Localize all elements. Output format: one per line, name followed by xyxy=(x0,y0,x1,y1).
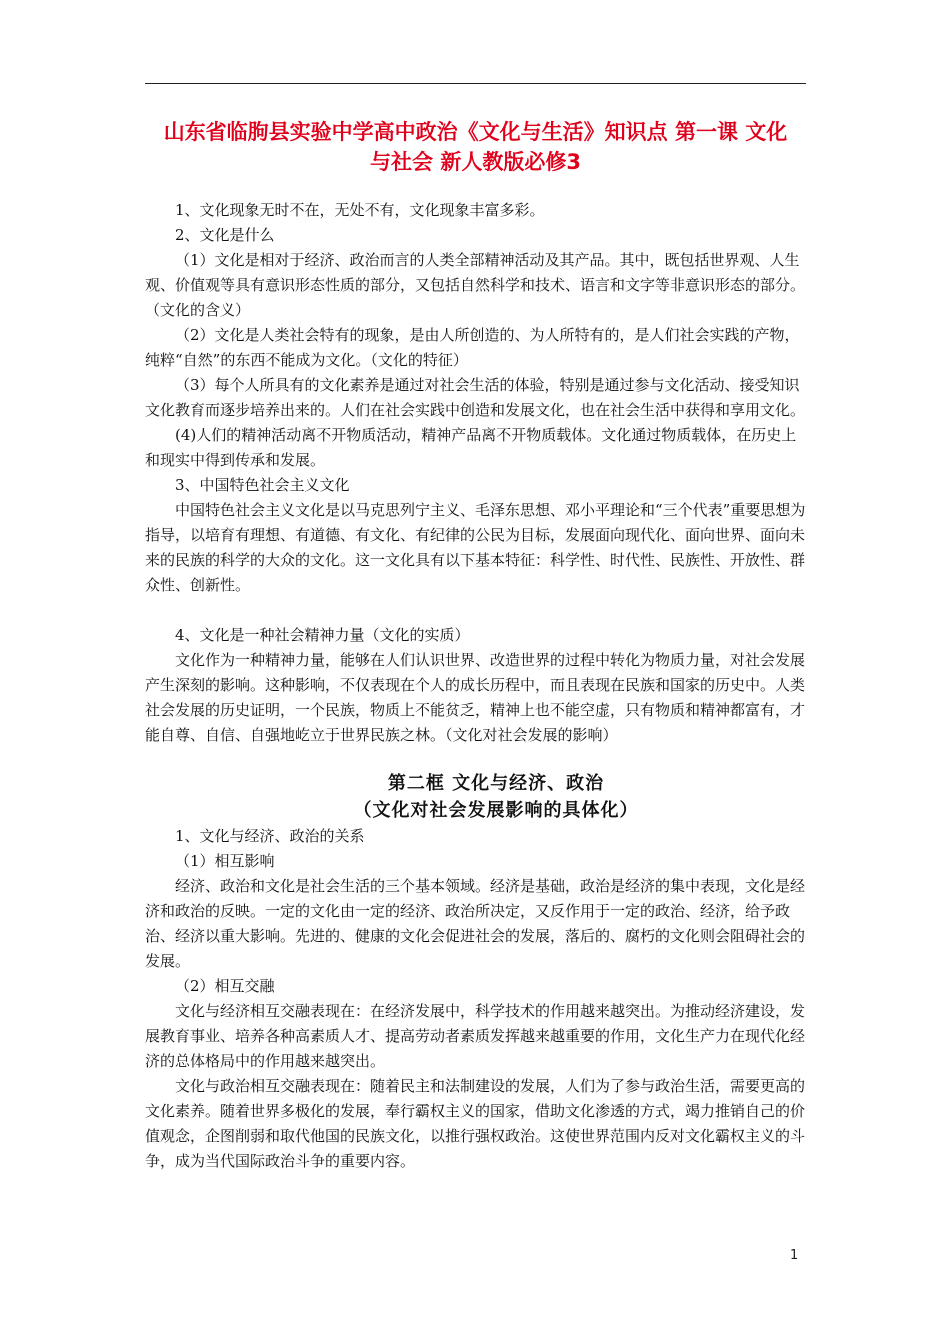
page-number: 1 xyxy=(790,1248,799,1263)
spacer xyxy=(145,748,807,770)
section-subheading-note: （文化对社会发展影响的具体化） xyxy=(353,800,639,821)
paragraph: （2）相互交融 xyxy=(175,977,275,995)
paragraph: 2、文化是什么 xyxy=(175,226,275,244)
paragraph: 文化作为一种精神力量，能够在人们认识世界、改造世界的过程中转化为物质力量，对社会发展产生深刻的影响。这种影响，不仅表现在个人的成长历程中，而且表现在民族和国家的历史中。人类社会发展的历史证明，一个民族，物质上不能贫乏，精神上也不能空虚，只有物质和精神都富有，才能自尊、自信、自强地屹立于世界民族之林。（文化对社会发展的影响） xyxy=(145,651,806,744)
paragraph: （3）每个人所具有的文化素养是通过对社会生活的体验，特别是通过参与文化活动、接受知识文化教育而逐步培养出来的。人们在社会实践中创造和发展文化，也在社会生活中获得和享用文化。 xyxy=(145,376,806,419)
paragraph: 经济、政治和文化是社会生活的三个基本领域。经济是基础，政治是经济的集中表现，文化是经济和政治的反映。一定的文化由一定的经济、政治所决定，又反作用于一定的政治、经济，给予政治、经济以重大影响。先进的、健康的文化会促进社会的发展，落后的、腐朽的文化则会阻碍社会的发展。 xyxy=(145,877,806,970)
document-body xyxy=(145,198,807,1174)
title-line-2: 与社会 新人教版必修3 xyxy=(370,150,581,174)
paragraph: 中国特色社会主义文化是以马克思列宁主义、毛泽东思想、邓小平理论和“三个代表”重要思想为指导，以培育有理想、有道德、有文化、有纪律的公民为目标，发展面向现代化、面向世界、面向未来的民族的科学的大众的文化。这一文化具有以下基本特征：科学性、时代性、民族性、开放性、群众性、创新性。 xyxy=(145,501,806,594)
document-title xyxy=(145,117,806,177)
paragraph: （2）文化是人类社会特有的现象，是由人所创造的、为人所特有的，是人们社会实践的产物，纯粹“自然”的东西不能成为文化。（文化的特征） xyxy=(145,326,800,369)
paragraph: 1、文化与经济、政治的关系 xyxy=(175,827,365,845)
paragraph: 文化与经济相互交融表现在：在经济发展中，科学技术的作用越来越突出。为推动经济建设，发展教育事业、培养各种高素质人才、提高劳动者素质发挥越来越重要的作用，文化生产力在现代化经济的总体格局中的作用越来越突出。 xyxy=(145,1002,806,1070)
header-rule xyxy=(145,83,806,84)
section-subheading: 第二框 文化与经济、政治 xyxy=(387,773,605,794)
title-line-1: 山东省临朐县实验中学高中政治《文化与生活》知识点 第一课 文化 xyxy=(163,120,788,144)
paragraph: 4、文化是一种社会精神力量（文化的实质） xyxy=(175,626,470,644)
paragraph: (4)人们的精神活动离不开物质活动，精神产品离不开物质载体。文化通过物质载体，在历史上和现实中得到传承和发展。 xyxy=(145,426,797,469)
paragraph: （1）相互影响 xyxy=(175,852,275,870)
paragraph: 3、中国特色社会主义文化 xyxy=(175,476,350,494)
paragraph: 1、文化现象无时不在，无处不有，文化现象丰富多彩。 xyxy=(175,201,545,219)
paragraph: 文化与政治相互交融表现在：随着民主和法制建设的发展，人们为了参与政治生活，需要更高的文化素养。随着世界多极化的发展，奉行霸权主义的国家，借助文化渗透的方式，竭力推销自己的价值观念，企图削弱和取代他国的民族文化，以推行强权政治。这使世界范围内反对文化霸权主义的斗争，成为当代国际政治斗争的重要内容。 xyxy=(145,1077,806,1170)
paragraph: （1）文化是相对于经济、政治而言的人类全部精神活动及其产品。其中，既包括世界观、人生观、价值观等具有意识形态性质的部分，又包括自然科学和技术、语言和文字等非意识形态的部分。（文化的含义） xyxy=(145,251,806,319)
spacer xyxy=(145,598,807,623)
